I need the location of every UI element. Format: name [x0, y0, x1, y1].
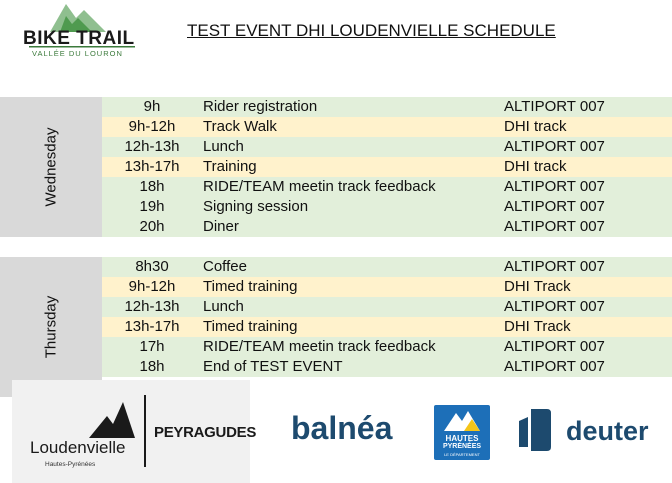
row-time: 9h	[143, 98, 161, 115]
mountain-icon	[434, 405, 490, 433]
row-location: ALTIPORT 007	[504, 138, 605, 155]
row-activity: RIDE/TEAM meetin track feedback	[203, 338, 436, 355]
deuter-icon	[517, 407, 553, 453]
thursday-schedule	[0, 257, 672, 397]
row-activity: Diner	[203, 218, 239, 235]
row-location: ALTIPORT 007	[504, 358, 605, 375]
schedule-row	[102, 137, 672, 157]
day-label	[0, 97, 102, 237]
loudenvielle-name: Loudenvielle	[30, 438, 126, 457]
schedule-row	[102, 157, 672, 177]
schedule-row	[102, 117, 672, 137]
logo-divider	[144, 395, 146, 467]
hautes-pyrenees-line1: HAUTES	[445, 434, 479, 443]
logo-subtitle: VALLÉE DU LOURON	[32, 49, 123, 58]
loudenvielle-peyragudes-logo	[12, 380, 257, 483]
hautes-pyrenees-line2: PYRÉNÉES	[442, 443, 482, 450]
peyragudes-logo: PEYRAGUDES	[154, 424, 257, 441]
row-time: 20h	[139, 218, 165, 235]
row-time: 19h	[139, 198, 165, 215]
page-title: TEST EVENT DHI LOUDENVIELLE SCHEDULE	[187, 21, 556, 40]
row-time: 18h	[139, 358, 165, 375]
row-activity: Lunch	[203, 138, 244, 155]
row-location: ALTIPORT 007	[504, 338, 605, 355]
wednesday-schedule	[0, 97, 672, 237]
loudenvielle-subtitle: Hautes-Pyrénées	[45, 461, 96, 468]
row-time: 17h	[139, 338, 165, 355]
schedule-row	[102, 337, 672, 357]
day-name: Thursday	[42, 295, 60, 359]
row-activity: Lunch	[203, 298, 244, 315]
schedule-row	[102, 277, 672, 297]
row-location: ALTIPORT 007	[504, 98, 605, 115]
row-activity: Track Walk	[203, 118, 277, 135]
row-activity: Signing session	[203, 198, 309, 215]
sponsors-bar	[0, 380, 672, 483]
row-time: 9h-12h	[128, 118, 176, 135]
row-activity: End of TEST EVENT	[203, 358, 343, 375]
row-time: 12h-13h	[124, 298, 180, 315]
row-time: 8h30	[135, 258, 169, 275]
row-location: ALTIPORT 007	[504, 218, 605, 235]
row-location: DHI track	[504, 118, 567, 135]
bike-trail-logo	[22, 2, 144, 58]
row-location: ALTIPORT 007	[504, 298, 605, 315]
row-time: 18h	[139, 178, 165, 195]
row-time: 13h-17h	[124, 158, 180, 175]
deuter-logo: deuter	[566, 416, 649, 446]
row-location: DHI Track	[504, 278, 571, 295]
balnea-logo: balnéa	[291, 410, 393, 446]
schedule-row	[102, 97, 672, 117]
day-name: Wednesday	[42, 127, 60, 207]
row-location: ALTIPORT 007	[504, 258, 605, 275]
row-time: 13h-17h	[124, 318, 180, 335]
row-activity: Timed training	[203, 278, 298, 295]
row-activity: Training	[203, 158, 257, 175]
day-label	[0, 257, 102, 397]
logo-name: BIKE TRAIL	[23, 28, 135, 49]
loudenvielle-logo	[27, 390, 137, 470]
hautes-pyrenees-line3: LE DÉPARTEMENT	[444, 452, 480, 457]
row-activity: Rider registration	[203, 98, 318, 115]
row-location: ALTIPORT 007	[504, 178, 605, 195]
row-location: DHI track	[504, 158, 567, 175]
schedule-row	[102, 217, 672, 237]
row-activity: Timed training	[203, 318, 298, 335]
schedule-row	[102, 317, 672, 337]
row-location: DHI Track	[504, 318, 571, 335]
row-time: 9h-12h	[128, 278, 176, 295]
peaks-icon	[27, 390, 137, 440]
schedule-row	[102, 257, 672, 277]
row-time: 12h-13h	[124, 138, 180, 155]
schedule-row	[102, 197, 672, 217]
row-location: ALTIPORT 007	[504, 198, 605, 215]
schedule-row	[102, 357, 672, 377]
schedule-row	[102, 297, 672, 317]
hautes-pyrenees-logo	[434, 405, 490, 460]
row-activity: Coffee	[203, 258, 247, 275]
schedule-row	[102, 177, 672, 197]
row-activity: RIDE/TEAM meetin track feedback	[203, 178, 436, 195]
